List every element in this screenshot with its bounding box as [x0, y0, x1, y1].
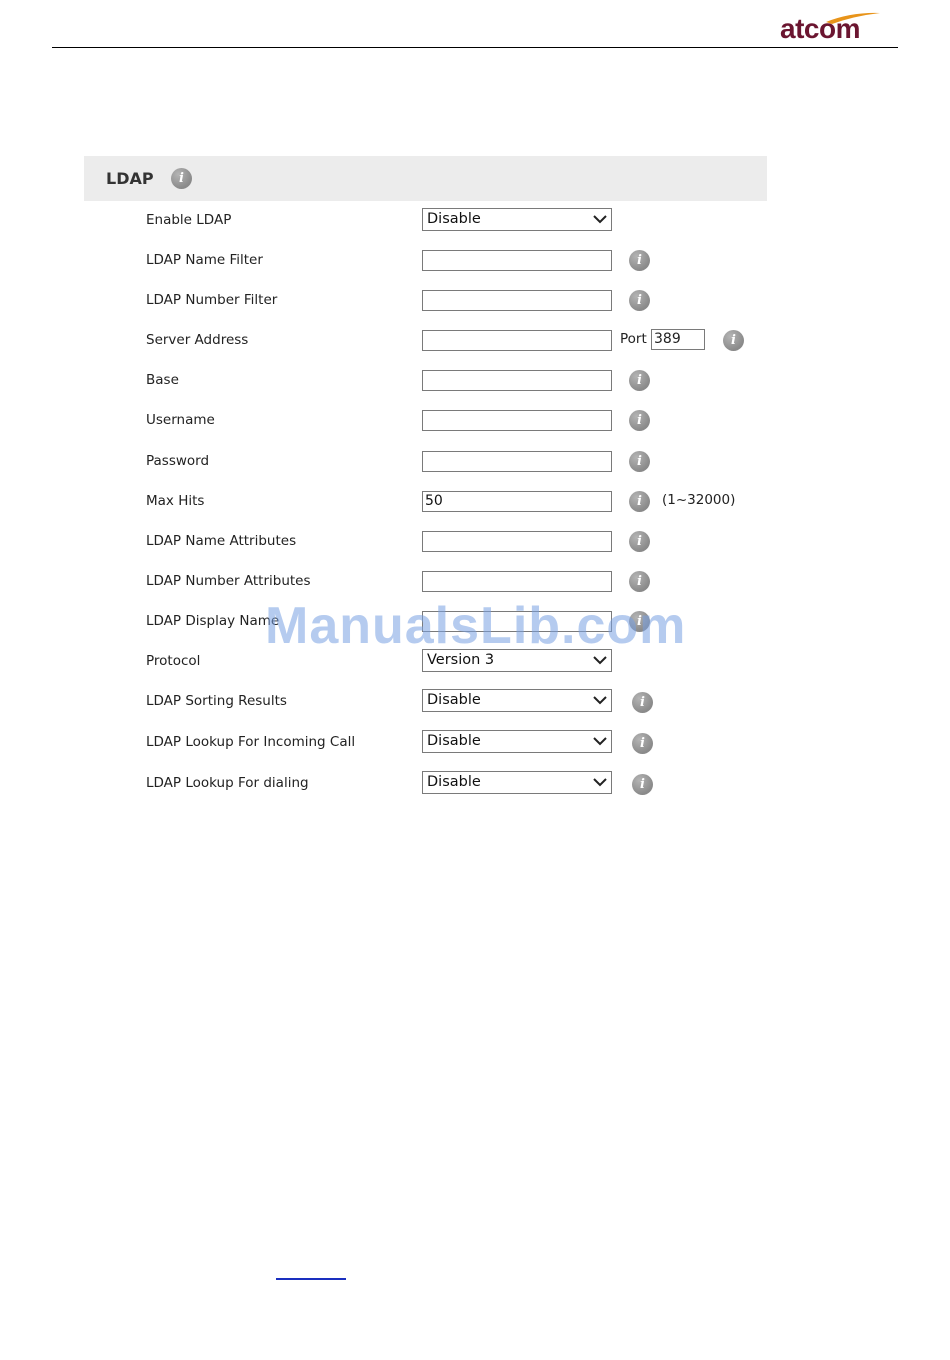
select-value: Disable	[427, 733, 481, 749]
info-icon[interactable]	[629, 491, 650, 512]
max-hits-label: Max Hits	[146, 493, 205, 509]
chevron-down-icon	[593, 656, 607, 665]
name-attributes-label: LDAP Name Attributes	[146, 533, 297, 549]
ldap-panel-header	[84, 156, 767, 201]
info-icon[interactable]	[629, 531, 650, 552]
watermark: ManualsLib.com	[265, 597, 687, 655]
select-value: Disable	[427, 692, 481, 708]
password-label: Password	[146, 453, 210, 469]
logo-text: atcom	[780, 13, 860, 44]
base-label: Base	[146, 372, 179, 388]
chevron-down-icon	[593, 737, 607, 746]
server-address-label: Server Address	[146, 332, 249, 348]
select-value: Disable	[427, 774, 481, 790]
enable-ldap-label: Enable LDAP	[146, 212, 232, 228]
port-input[interactable]: 389	[651, 329, 705, 350]
enable-ldap-select[interactable]	[422, 208, 612, 231]
server-address-input[interactable]	[422, 330, 612, 351]
protocol-label: Protocol	[146, 653, 201, 669]
name-filter-label: LDAP Name Filter	[146, 252, 263, 268]
panel-title: LDAP	[106, 169, 154, 188]
row-max-hits	[0, 487, 950, 517]
username-input[interactable]	[422, 410, 612, 431]
info-icon[interactable]	[632, 733, 653, 754]
name-filter-input[interactable]	[422, 250, 612, 271]
row-lookup-incoming	[0, 728, 950, 758]
number-filter-input[interactable]	[422, 290, 612, 311]
row-server-address	[0, 326, 950, 356]
max-hits-input[interactable]: 50	[422, 491, 612, 512]
select-value: Disable	[427, 211, 481, 227]
display-name-label: LDAP Display Name	[146, 613, 280, 629]
info-icon[interactable]	[632, 774, 653, 795]
lookup-dialing-select[interactable]	[422, 771, 612, 794]
row-name-attributes	[0, 527, 950, 557]
row-password	[0, 447, 950, 477]
footer-link[interactable]	[276, 1278, 346, 1280]
info-icon[interactable]	[629, 250, 650, 271]
info-icon[interactable]	[629, 290, 650, 311]
chevron-down-icon	[593, 215, 607, 224]
info-icon[interactable]	[632, 692, 653, 713]
atcom-logo	[776, 10, 882, 44]
row-lookup-dialing	[0, 769, 950, 799]
row-username	[0, 406, 950, 436]
max-hits-range: (1~32000)	[662, 492, 736, 508]
row-enable-ldap	[0, 206, 950, 236]
port-label: Port	[620, 331, 647, 347]
info-icon[interactable]	[629, 451, 650, 472]
username-label: Username	[146, 412, 215, 428]
row-base	[0, 366, 950, 396]
row-number-filter	[0, 286, 950, 316]
row-number-attributes	[0, 567, 950, 597]
info-icon[interactable]	[629, 410, 650, 431]
header-divider	[52, 47, 898, 48]
info-icon[interactable]	[171, 168, 192, 189]
base-input[interactable]	[422, 370, 612, 391]
chevron-down-icon	[593, 778, 607, 787]
number-filter-label: LDAP Number Filter	[146, 292, 278, 308]
number-attributes-input[interactable]	[422, 571, 612, 592]
sorting-results-label: LDAP Sorting Results	[146, 693, 287, 709]
chevron-down-icon	[593, 696, 607, 705]
info-icon[interactable]	[629, 571, 650, 592]
lookup-incoming-label: LDAP Lookup For Incoming Call	[146, 734, 356, 750]
sorting-results-select[interactable]	[422, 689, 612, 712]
name-attributes-input[interactable]	[422, 531, 612, 552]
password-input[interactable]	[422, 451, 612, 472]
number-attributes-label: LDAP Number Attributes	[146, 573, 311, 589]
row-name-filter	[0, 246, 950, 276]
info-icon[interactable]	[723, 330, 744, 351]
row-sorting-results	[0, 687, 950, 717]
info-icon[interactable]	[629, 370, 650, 391]
lookup-dialing-label: LDAP Lookup For dialing	[146, 775, 309, 791]
select-value: Version 3	[427, 652, 495, 668]
lookup-incoming-select[interactable]	[422, 730, 612, 753]
